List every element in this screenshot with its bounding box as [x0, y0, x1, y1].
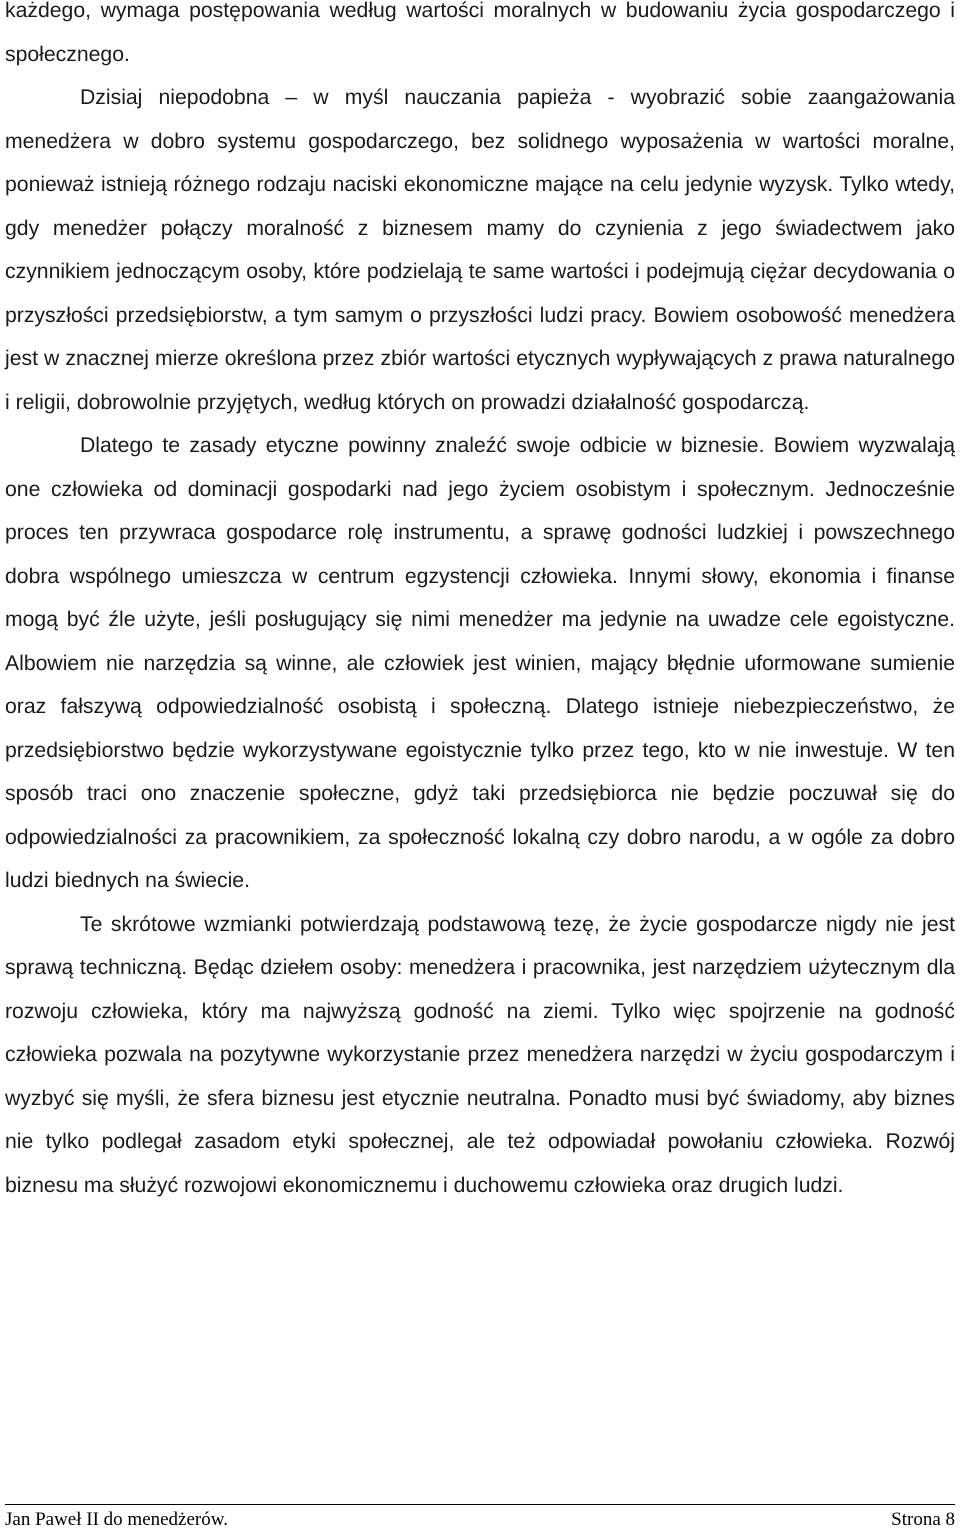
paragraph-4: Te skrótowe wzmianki potwierdzają podstawową tezę, że życie gospodarcze nigdy nie jest sprawą techniczną. Będąc dziełem osoby: menedżera i pracownika, jest narzędziem użytecznym dla rozwoju człowieka, który ma najwyższą godność na ziemi. Tylko więc spojrzenie na godność człowieka pozwala na pozytywne wykorzystanie przez menedżera narzędzi w życiu gospodarczym i wyzbyć się myśli, że sfera biznesu jest etycznie neutralna. Ponadto musi być świadomy, aby biznes nie tylko podlegał zasadom etyki społecznej, ale też odpowiadał powołaniu człowieka. Rozwój biznesu ma służyć rozwojowi ekonomicznemu i duchowemu człowieka oraz drugich ludzi.: [5, 912, 955, 1197]
page-number: Strona 8: [891, 1509, 955, 1530]
paragraph-3: Dlatego te zasady etyczne powinny znaleźć swoje odbicie w biznesie. Bowiem wyzwalają one człowieka od dominacji gospodarki nad jego życiem osobistym i społecznym. Jednocześnie proces ten przywraca gospodarce rolę instrumentu, a sprawę godności ludzkiej i powszechnego dobra wspólnego umieszcza w centrum egzystencji człowieka. Innymi słowy, ekonomia i finanse mogą być źle użyte, jeśli posługujący się nimi menedżer ma jedynie na uwadze cele egoistyczne. Albowiem nie narzędzia są winne, ale człowiek jest winien, mający błędnie uformowane sumienie oraz fałszywą odpowiedzialność osobistą i społeczną. Dlatego istnieje niebezpieczeństwo, że przedsiębiorstwo będzie wykorzystywane egoistycznie tylko przez tego, kto w nie inwestuje. W ten sposób traci ono znaczenie społeczne, gdyż taki przedsiębiorca nie będzie poczuwał się do odpowiedzialności za pracownikiem, za społeczność lokalną czy dobro narodu, a w ogóle za dobro ludzi biednych na świecie.: [5, 434, 955, 892]
document-page: [5, 0, 955, 1207]
paragraph-2: Dzisiaj niepodobna – w myśl nauczania papieża - wyobrazić sobie zaangażowania menedżera w dobro systemu gospodarczego, bez solidnego wyposażenia w wartości moralne, ponieważ istnieją różnego rodzaju naciski ekonomiczne mające na celu jedynie wyzysk. Tylko wtedy, gdy menedżer połączy moralność z biznesem mamy do czynienia z jego świadectwem jako czynnikiem jednoczącym osoby, które podzielają te same wartości i podejmują ciężar decydowania o przyszłości przedsiębiorstw, a tym samym o przyszłości ludzi pracy. Bowiem osobowość menedżera jest w znacznej mierze określona przez zbiór wartości etycznych wypływających z prawa naturalnego i religii, dobrowolnie przyjętych, według których on prowadzi działalność gospodarczą.: [5, 86, 955, 414]
paragraph-1: każdego, wymaga postępowania według wartości moralnych w budowaniu życia gospodarczego i społecznego.: [5, 0, 955, 66]
page-footer: [5, 1504, 955, 1531]
footer-title: Jan Paweł II do menedżerów.: [5, 1509, 228, 1530]
